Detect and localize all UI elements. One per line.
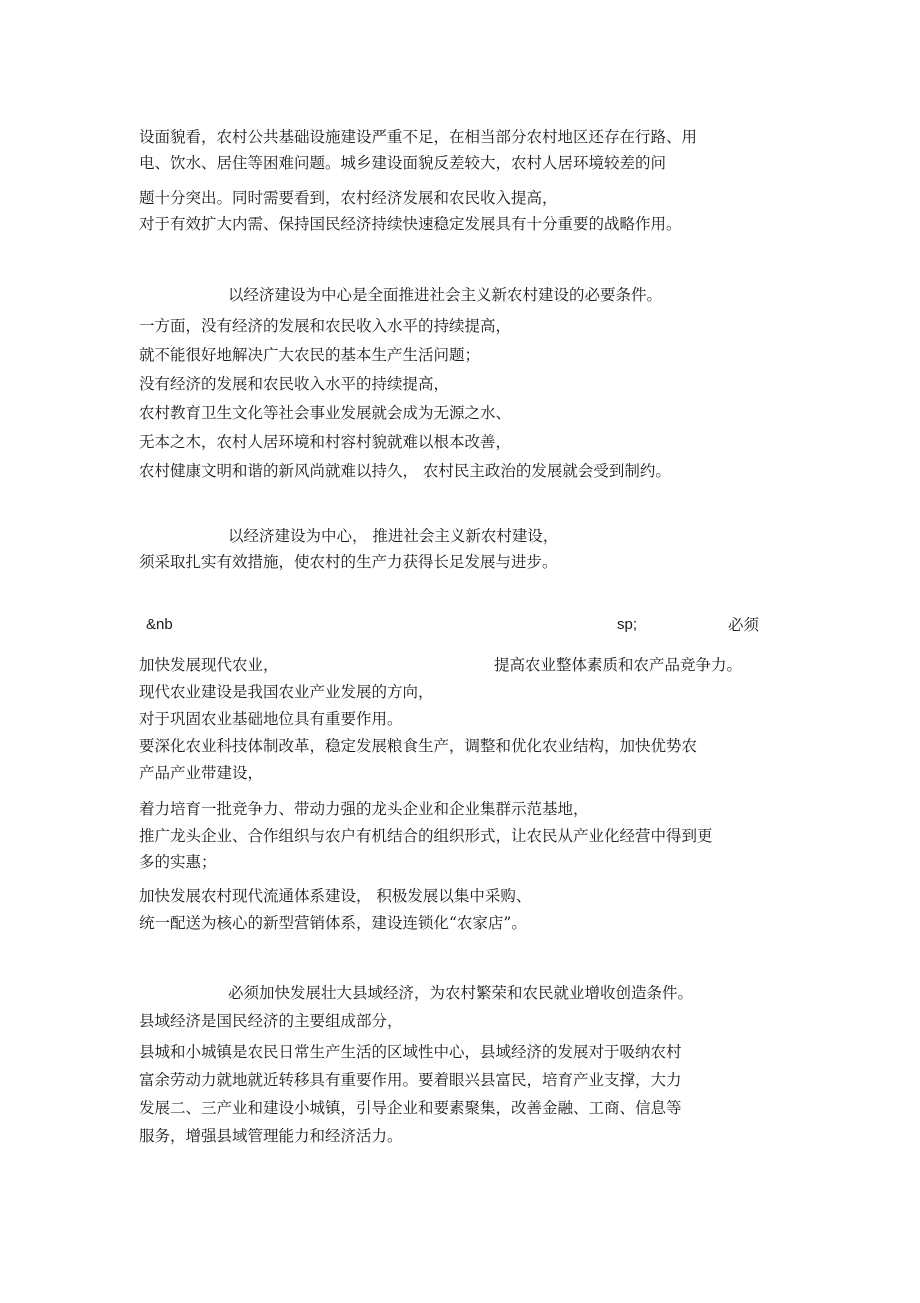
text-line: 无本之木，农村人居环境和村容村貌就难以根本改善， [139, 433, 512, 451]
text-line: 电、饮水、居住等困难问题。城乡建设面貌反差较大，农村人居环境较差的问 [139, 154, 667, 172]
text-line: 农村健康文明和谐的新风尚就难以持久， 农村民主政治的发展就会受到制约。 [139, 462, 671, 480]
text-fragment: 必须 [728, 616, 760, 634]
text-line: 县域经济是国民经济的主要组成部分， [139, 1012, 403, 1030]
text-line: 发展二、三产业和建设小城镇，引导企业和要素聚集，改善金融、工商、信息等 [139, 1099, 682, 1117]
text-line: 加快发展现代农业， [139, 656, 279, 674]
text-line: 没有经济的发展和农民收入水平的持续提高， [139, 375, 450, 393]
paragraph-heading: 以经济建设为中心， 推进社会主义新农村建设， [228, 527, 559, 545]
text-line: 现代农业建设是我国农业产业发展的方向， [139, 683, 434, 701]
text-line: 设面貌看，农村公共基础设施建设严重不足，在相当部分农村地区还存在行路、用 [139, 128, 698, 146]
text-line: 就不能很好地解决广大农民的基本生产生活问题； [139, 346, 481, 364]
text-line: 对于有效扩大内需、保持国民经济持续快速稳定发展具有十分重要的战略作用。 [139, 215, 682, 233]
text-line: 产品产业带建设， [139, 764, 264, 782]
text-line: 加快发展农村现代流通体系建设， 积极发展以集中采购、 [139, 887, 532, 905]
text-fragment: sp; [617, 616, 638, 633]
text-line: 题十分突出。同时需要看到，农村经济发展和农民收入提高， [139, 189, 558, 207]
text-line: 须采取扎实有效措施，使农村的生产力获得长足发展与进步。 [139, 553, 558, 571]
text-line: 要深化农业科技体制改革，稳定发展粮食生产，调整和优化农业结构，加快优势农 [139, 737, 698, 755]
text-line: 农村教育卫生文化等社会事业发展就会成为无源之水、 [139, 404, 512, 422]
text-line: 一方面，没有经济的发展和农民收入水平的持续提高， [139, 317, 512, 335]
text-fragment: &nb [146, 616, 173, 633]
text-line: 提高农业整体素质和农产品竞争力。 [494, 656, 743, 674]
text-line: 着力培育一批竞争力、带动力强的龙头企业和企业集群示范基地， [139, 800, 589, 818]
paragraph-heading: 以经济建设为中心是全面推进社会主义新农村建设的必要条件。 [228, 286, 663, 304]
text-line: 对于巩固农业基础地位具有重要作用。 [139, 710, 403, 728]
text-line: 统一配送为核心的新型营销体系，建设连锁化“农家店”。 [139, 914, 527, 932]
text-line: 服务，增强县域管理能力和经济活力。 [139, 1127, 403, 1145]
text-line: 县城和小城镇是农民日常生产生活的区域性中心，县域经济的发展对于吸纳农村 [139, 1043, 682, 1061]
text-line: 富余劳动力就地就近转移具有重要作用。要着眼兴县富民，培育产业支撑，大力 [139, 1071, 682, 1089]
text-line: 推广龙头企业、合作组织与农户有机结合的组织形式，让农民从产业化经营中得到更 [139, 827, 713, 845]
text-line: 多的实惠； [139, 853, 217, 871]
paragraph-heading: 必须加快发展壮大县域经济，为农村繁荣和农民就业增收创造条件。 [228, 984, 694, 1002]
